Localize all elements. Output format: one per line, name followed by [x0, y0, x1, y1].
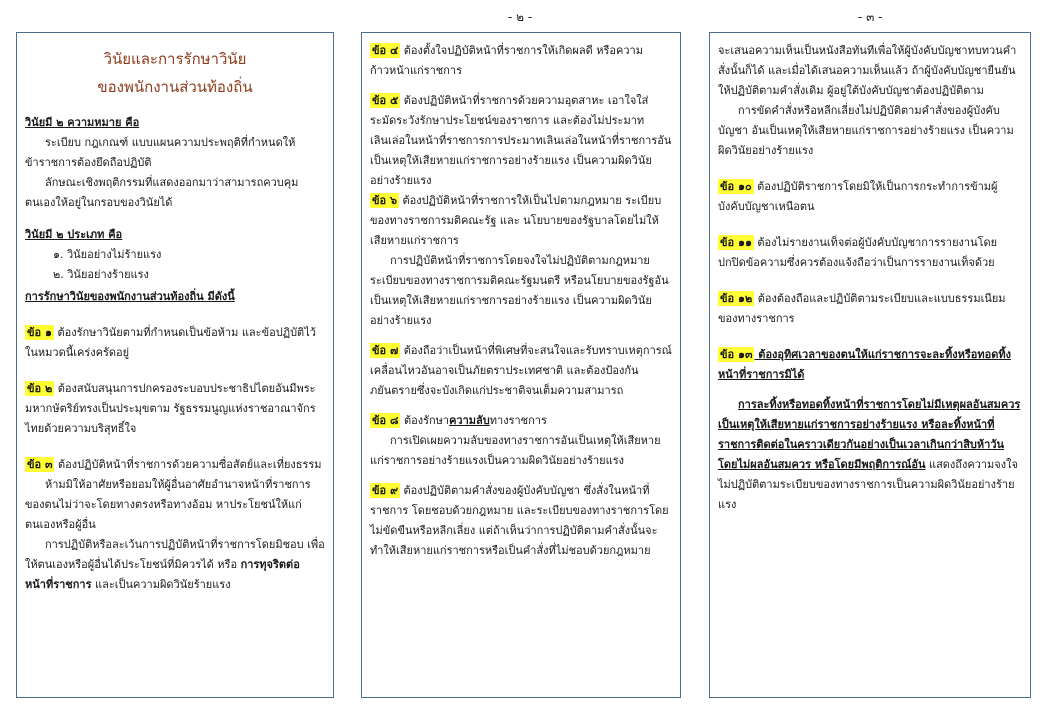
article-label: ข้อ ๒ [27, 382, 53, 395]
article-1 [25, 323, 325, 363]
article-label: ข้อ ๑๑ [720, 236, 752, 249]
article-text: ต้องปฏิบัติราชการโดยมิให้เป็นการกระทำการข้ามผู้บังคับบัญชาเหนือตน [718, 180, 998, 213]
article-6 [370, 191, 672, 251]
page-number-3: - ๓ - [858, 10, 883, 24]
article-4 [370, 41, 672, 81]
article-6-para-2: การปฏิบัติหน้าที่ราชการโดยจงใจไม่ปฏิบัติตามกฎหมาย ระเบียบของทางราชการมติคณะรัฐมนตรี หรือนโยบายของรัฐอันเป็นเหตุให้เสียหายแก่ราชการอย่างร้ายแรง เป็นความผิดวินัยอย่างร้ายแรง [370, 254, 669, 327]
heading-types: วินัยมี ๒ ประเภท คือ [25, 228, 123, 241]
article-label: ข้อ ๑๓ [720, 348, 753, 361]
para-bold: การละทิ้งหรือทอดทิ้งหน้าที่ราชการโดยไม่มีเหตุผลอันสมควร เป็นเหตุให้เสียหายแก่ราชการอย่างร้ายแรง หรือละทิ้งหน้าที่ราชการติดต่อในคราวเดียวกันอย่างเป็นเวลาเกินกว่าสิบห้าวัน โดยไม่ผลอันสมควร หรือโดยมีพฤติการณ์อัน [718, 398, 1021, 471]
article-label: ข้อ ๑๐ [720, 180, 752, 193]
article-text: ต้องปฏิบัติหน้าที่ราชการด้วยความอุตสาหะ เอาใจใส่ ระมัดระวังรักษาประโยชน์ของราชการ และต้องไม่ประมาทเลินเล่อในหน้าที่ราชการการประมาทเลินเล่อในหน้าที่ราชการอันเป็นเหตุให้เสียหายแก่ราชการอย่างร้ายแรง เป็นความผิดวินัยอย่างร้ายแรง [370, 94, 672, 187]
article-label: ข้อ ๔ [372, 44, 399, 57]
article-8-para-2: การเปิดเผยความลับของทางราชการอันเป็นเหตุให้เสียหายแก่ราชการอย่างร้ายแรงเป็นความผิดวินัยอย่างร้ายแรง [370, 434, 661, 467]
heading-keep: การรักษาวินัยของพนักงานส่วนท้องถิ่น มีดังนี้ [25, 290, 235, 303]
article-label: ข้อ ๑ [27, 326, 52, 339]
article-text: ต้องถือว่าเป็นหน้าที่พิเศษที่จะสนใจและรับทราบเหตุการณ์เคลื่อนไหวอันอาจเป็นภัยตราประเทศชาติ และต้องป้องกันภยันตรายซึ่งจะบังเกิดแก่ประชาติจนเต็มความสามารถ [370, 344, 672, 397]
article-5 [370, 91, 672, 191]
article-13-para-2 [718, 395, 1022, 515]
article-text: ต้องอุทิศเวลาของตนให้แก่ราชการจะละทิ้งหรือทอดทิ้งหน้าที่ราชการมิได้ [718, 348, 1011, 381]
article-13 [718, 345, 1022, 385]
panel-left [16, 32, 334, 698]
article-label: ข้อ ๕ [372, 94, 399, 107]
para-text: แสดงถึงความจงใจไม่ปฏิบัติตามระเบียบของทางราชการเป็นความผิดวินัยอย่างร้ายแรง [718, 458, 1018, 511]
article-text: ต้องตั้งใจปฏิบัติหน้าที่ราชการให้เกิดผลดี หรือความก้าวหน้าแก่ราชการ [370, 44, 643, 77]
type-1: ๑. วินัยอย่างไม่ร้ายแรง [53, 248, 162, 261]
meaning-2: ลักษณะเชิงพฤติกรรมที่แสดงออกมาว่าสามารถควบคุมตนเองให้อยู่ในกรอบของวินัยได้ [25, 176, 299, 209]
para-text: การปฏิบัติหรือละเว้นการปฏิบัติหน้าที่ราชการโดยมิชอบ เพื่อให้ตนเองหรือผู้อื่นได้ประโยชน์ที่มิควรได้ หรือ [25, 538, 325, 571]
article-3-para-3 [25, 535, 325, 595]
title-line-2: ของพนักงานส่วนท้องถิ่น [97, 78, 253, 96]
panel-middle [361, 32, 681, 698]
article-10 [718, 177, 1022, 217]
type-2: ๒. วินัยอย่างร้ายแรง [53, 268, 149, 281]
panel-right [709, 32, 1031, 698]
article-text: ต้องสนับสนุนการปกครองระบอบประชาธิปไตยอันมีพระมหากษัตริย์ทรงเป็นประมุขตาม รัฐธรรมนูญแห่งราชอาณาจักรไทยด้วยความบริสุทธิ์ใจ [25, 382, 316, 435]
article-3 [25, 455, 325, 475]
article-text: ต้องปฏิบัติตามคำสั่งของผู้บังคับบัญชา ซึ่งสั่งในหน้าที่ราชการ โดยชอบด้วยกฎหมาย และระเบียบของทางราชการโดยไม่ขัดขืนหรือหลีกเลี่ยง แต่ถ้าเห็นว่าการปฏิบัติตามคำสั่งนั้นจะทำให้เสียหายแก่ราชการหรือเป็นคำสั่งที่ไม่ชอบด้วยกฎหมาย [370, 484, 669, 557]
article-text: ต้องรักษา [400, 414, 450, 427]
article-9 [370, 481, 672, 561]
article-7 [370, 341, 672, 401]
heading-meaning: วินัยมี ๒ ความหมาย คือ [25, 116, 140, 129]
article-text: ต้องปฏิบัติหน้าที่ราชการให้เป็นไปตามกฎหมาย ระเบียบของทางราชการมติคณะรัฐ และ นโยบายของรัฐบาลโดยไม่ให้เสียหายแก่ราชการ [370, 194, 662, 247]
article-label: ข้อ ๓ [27, 458, 53, 471]
article-label: ข้อ ๘ [372, 414, 399, 427]
article-text: ต้องปฏิบัติหน้าที่ราชการด้วยความซื่อสัตย์และเที่ยงธรรม [54, 458, 322, 471]
title-line-1: วินัยและการรักษาวินัย [103, 50, 247, 68]
article-11 [718, 233, 1022, 273]
article-12 [718, 289, 1022, 329]
para-bold: การทุจริตต่อหน้าที่ราชการ [25, 558, 300, 591]
article-9-continued: จะเสนอความเห็นเป็นหนังสือทันทีเพื่อให้ผู้บังคับบัญชาทบทวนคำสั่งนั้นก็ได้ และเมื่อได้เสนอความเห็นแล้ว ถ้าผู้บังคับบัญชายืนยันให้ปฏิบัติตามคำสั่งเดิม ผู้อยู่ใต้บังคับบัญชาต้องปฏิบัติตาม [718, 44, 1017, 97]
article-text: ทางราชการ [489, 414, 547, 427]
article-text: ต้องรักษาวินัยตามที่กำหนดเป็นข้อห้าม และข้อปฏิบัติไว้ในหมวดนี้เคร่งครัดอยู่ [25, 326, 316, 359]
article-text-emphasis: ความลับ [449, 414, 490, 427]
article-label: ข้อ ๖ [372, 194, 397, 207]
article-text: ต้องไม่รายงานเท็จต่อผู้บังคับบัญชาการรายงานโดยปกปิดข้อความซึ่งควรต้องแจ้งถือว่าเป็นการรายงานเท็จด้วย [718, 236, 998, 269]
article-text: ต้องต้องถือและปฏิบัติตามระเบียบและแบบธรรมเนียมของทางราชการ [718, 292, 1006, 325]
page-number-2: - ๒ - [508, 10, 533, 24]
article-3-para-2: ห้ามมิให้อาศัยหรือยอมให้ผู้อื่นอาศัยอำนาจหน้าที่ราชการของตนไม่ว่าจะโดยทางตรงหรือทางอ้อม หาประโยชน์ให้แก่ตนเองหรือผู้อื่น [25, 478, 311, 531]
article-label: ข้อ ๗ [372, 344, 399, 357]
para-text: และเป็นความผิดวินัยร้ายแรง [91, 578, 231, 591]
article-label: ข้อ ๙ [372, 484, 399, 497]
meaning-1: ระเบียบ กฎเกณฑ์ แบบแผนความประพฤติที่กำหนดให้ข้าราชการต้องยึดถือปฏิบัติ [25, 136, 296, 169]
article-9-para-2: การขัดคำสั่งหรือหลีกเลี่ยงไม่ปฏิบัติตามคำสั่งของผู้บังคับบัญชา อันเป็นเหตุให้เสียหายแก่ราชการอย่างร้ายแรง เป็นความผิดวินัยอย่างร้ายแรง [718, 104, 1014, 157]
article-label: ข้อ ๑๒ [720, 292, 753, 305]
document-title [25, 45, 325, 101]
article-2 [25, 379, 325, 439]
article-8 [370, 411, 672, 431]
